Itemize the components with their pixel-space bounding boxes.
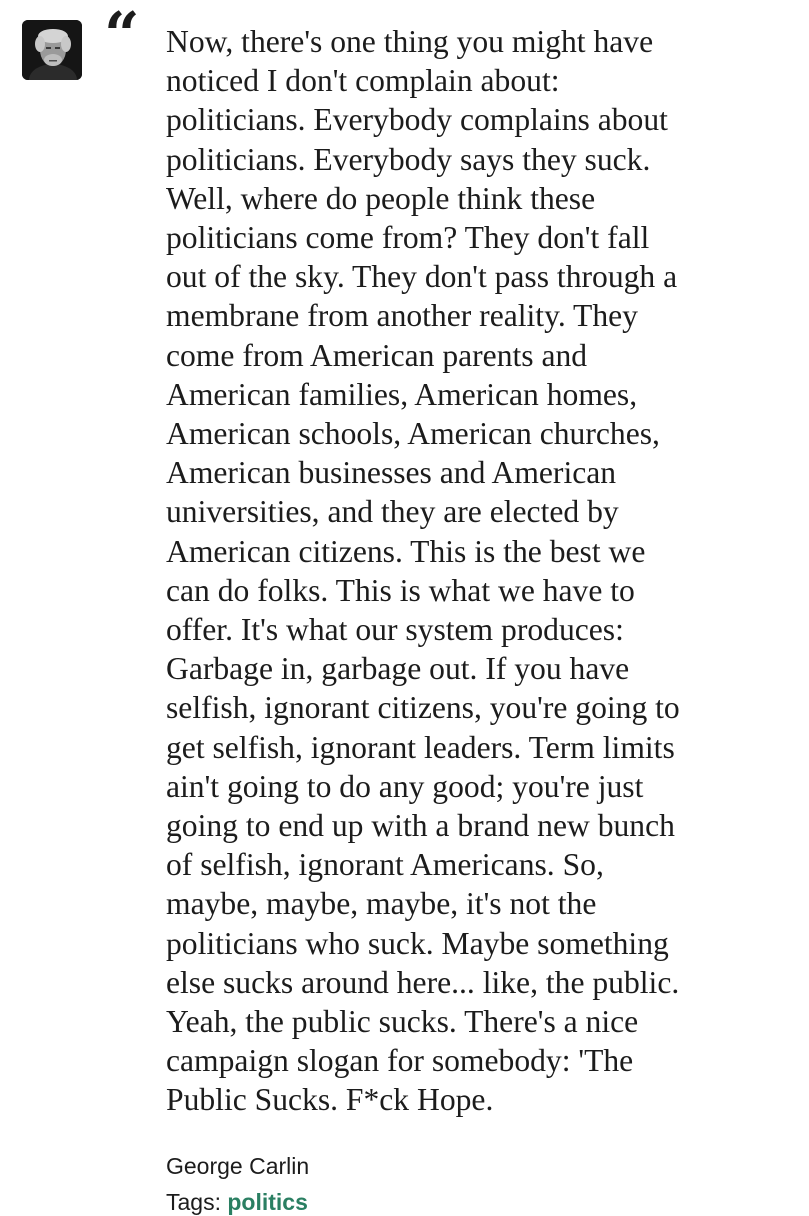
quote-line: come from American parents and	[166, 337, 588, 373]
quote-line: American schools, American churches,	[166, 416, 660, 452]
quote-line: else sucks around here... like, the public.	[166, 964, 680, 1000]
quote-line: maybe, maybe, maybe, it's not the	[166, 886, 597, 922]
quote-line: campaign slogan for somebody: 'The	[166, 1043, 634, 1079]
quote-line: politicians. Everybody says they suck.	[166, 141, 651, 177]
quote-line: American citizens. This is the best we	[166, 533, 646, 569]
tags-row	[166, 1188, 308, 1216]
quote-line: can do folks. This is what we have to	[166, 572, 635, 608]
quote-line: out of the sky. They don't pass through a	[166, 259, 678, 295]
quote-line: politicians. Everybody complains about	[166, 102, 668, 138]
quote-line: offer. It's what our system produces:	[166, 612, 624, 648]
quote-line: politicians who suck. Maybe something	[166, 925, 669, 961]
quote-line: going to end up with a brand new bunch	[166, 808, 675, 844]
quote-line: Well, where do people think these	[166, 180, 596, 216]
author-portrait-icon	[22, 20, 82, 80]
tag-link-politics[interactable]: politics	[227, 1189, 308, 1215]
quote-line: Yeah, the public sucks. There's a nice	[166, 1004, 639, 1040]
quote-line: Garbage in, garbage out. If you have	[166, 651, 630, 687]
quote-line: Now, there's one thing you might have	[166, 24, 654, 59]
quote-line: ain't going to do any good; you're just	[166, 768, 644, 804]
quote-author[interactable]: George Carlin	[166, 1153, 310, 1179]
quote-line: American families, American homes,	[166, 376, 638, 412]
quote-line: Public Sucks. F*ck Hope.	[166, 1082, 494, 1118]
quote-line: of selfish, ignorant Americans. So,	[166, 847, 604, 883]
tags-label: Tags:	[166, 1189, 228, 1215]
quote-line: selfish, ignorant citizens, you're going to	[166, 690, 680, 726]
quote-text	[166, 22, 806, 1120]
author-avatar[interactable]	[22, 20, 82, 80]
quote-line: politicians come from? They don't fall	[166, 220, 650, 256]
quote-line: universities, and they are elected by	[166, 494, 619, 530]
quote-line: noticed I don't complain about:	[166, 63, 560, 99]
quote-line: American businesses and American	[166, 455, 617, 491]
quote-line: get selfish, ignorant leaders. Term limits	[166, 729, 675, 765]
quote-line: membrane from another reality. They	[166, 298, 638, 334]
quote-mark-icon: “	[104, 0, 140, 71]
